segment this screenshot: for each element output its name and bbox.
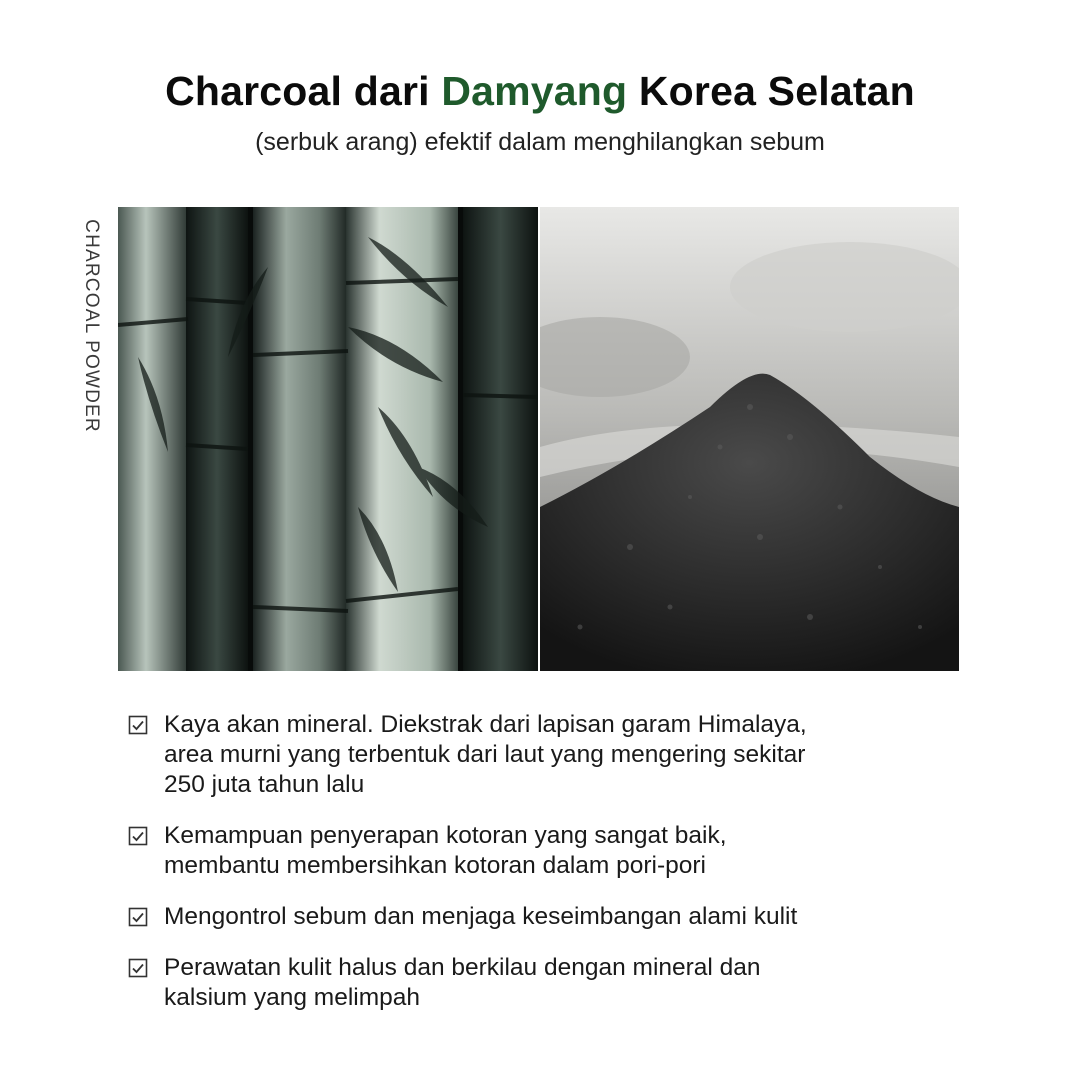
- page-title: [0, 68, 1080, 115]
- title-prefix: Charcoal dari: [165, 68, 442, 114]
- feature-item: [128, 902, 948, 932]
- bamboo-illustration: [118, 207, 538, 671]
- checkbox-check-icon: [128, 826, 148, 846]
- powder-illustration: [540, 207, 959, 671]
- checkbox-check-icon: [128, 715, 148, 735]
- title-suffix: Korea Selatan: [627, 68, 915, 114]
- bamboo-photo: [118, 207, 538, 671]
- page-subtitle: (serbuk arang) efektif dalam menghilangkan sebum: [255, 128, 825, 156]
- feature-list: [128, 710, 948, 1034]
- feature-text: Kemampuan penyerapan kotoran yang sangat baik, membantu membersihkan kotoran dalam pori-pori: [164, 822, 727, 879]
- feature-item: [128, 953, 948, 1013]
- feature-text: Kaya akan mineral. Diekstrak dari lapisan garam Himalaya, area murni yang terbentuk dari laut yang mengering sekitar 250 juta tahun lalu: [164, 711, 807, 798]
- feature-text: Mengontrol sebum dan menjaga keseimbangan alami kulit: [164, 903, 798, 930]
- checkbox-check-icon: [128, 958, 148, 978]
- feature-item: [128, 710, 948, 800]
- checkbox-check-icon: [128, 907, 148, 927]
- feature-item: [128, 821, 948, 881]
- charcoal-powder-photo: [540, 207, 959, 671]
- title-accent: Damyang: [441, 68, 628, 114]
- feature-text: Perawatan kulit halus dan berkilau dengan mineral dan kalsium yang melimpah: [164, 954, 761, 1011]
- side-label: [74, 208, 108, 444]
- side-label-text: CHARCOAL POWDER: [81, 219, 102, 433]
